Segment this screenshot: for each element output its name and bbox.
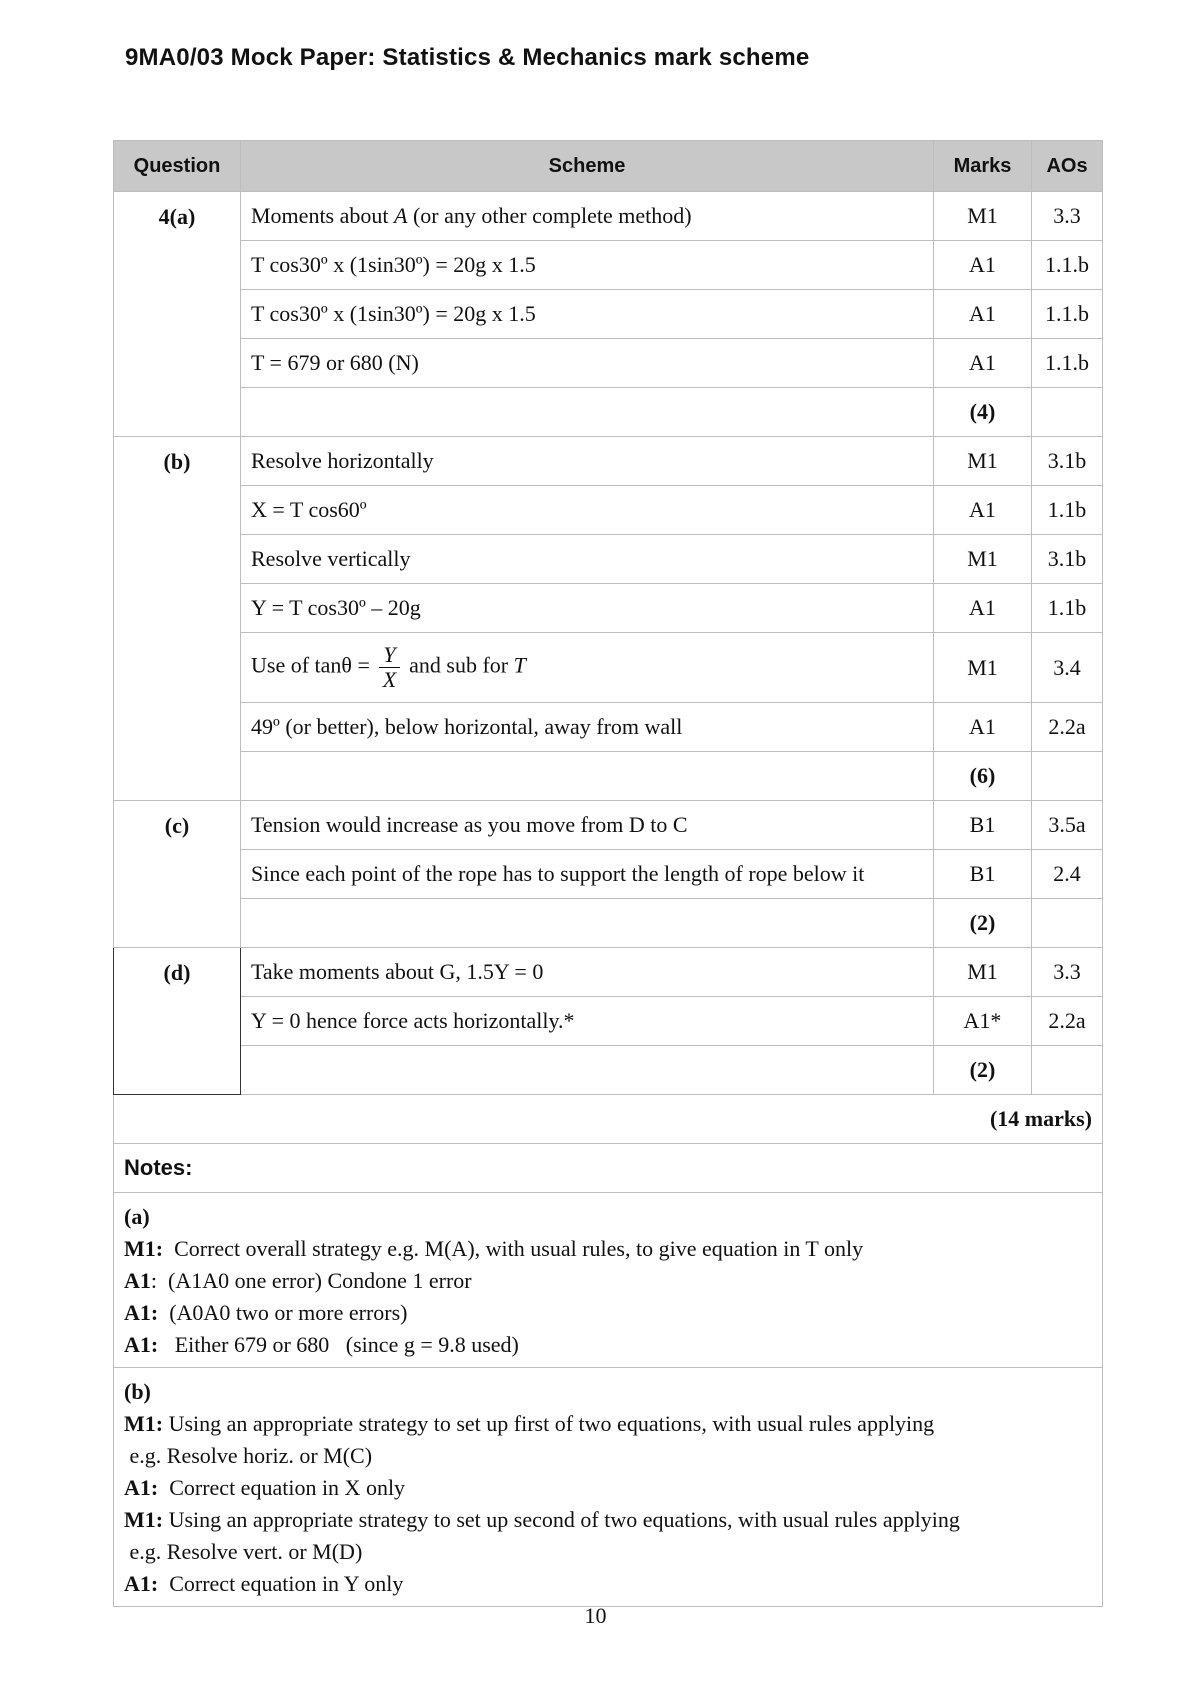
ao-cell: 2.2a <box>1032 997 1103 1046</box>
table-row <box>114 948 1103 997</box>
grand-total: (14 marks) <box>114 1095 1103 1144</box>
notes-heading: Notes: <box>114 1144 1103 1193</box>
question-label-c: (c) <box>114 801 241 948</box>
tan-expression: tanθ = <box>314 652 370 678</box>
scheme-cell-empty <box>241 1046 934 1095</box>
table-row <box>114 752 1103 801</box>
scheme-cell: T cos30º x (1sin30º) = 20g x 1.5 <box>241 290 934 339</box>
note-text: Using an appropriate strategy to set up first of two equations, with usual rules applying <box>163 1411 935 1436</box>
mark-cell: M1 <box>934 633 1032 703</box>
grand-total-row <box>114 1095 1103 1144</box>
note-code: A1 <box>124 1268 151 1293</box>
note-line <box>124 1329 1092 1361</box>
ao-cell-empty <box>1032 752 1103 801</box>
note-text: Either 679 or 680 (since g = 9.8 used) <box>158 1332 519 1357</box>
mark-cell: A1 <box>934 703 1032 752</box>
table-row <box>114 703 1103 752</box>
part-total: (2) <box>934 1046 1032 1095</box>
table-row <box>114 388 1103 437</box>
ao-cell: 2.4 <box>1032 850 1103 899</box>
table-row <box>114 899 1103 948</box>
note-code: A1: <box>124 1332 159 1357</box>
note-line <box>124 1408 1092 1440</box>
scheme-variable: A <box>394 203 408 228</box>
ao-cell: 1.1.b <box>1032 339 1103 388</box>
note-line <box>124 1568 1092 1600</box>
page-number: 10 <box>584 1603 607 1628</box>
table-row <box>114 486 1103 535</box>
ao-cell-empty <box>1032 899 1103 948</box>
scheme-text: Moments about <box>251 203 394 228</box>
scheme-cell: X = T cos60º <box>241 486 934 535</box>
notes-heading-row <box>114 1144 1103 1193</box>
table-row <box>114 633 1103 703</box>
note-text: e.g. Resolve vert. or M(D) <box>124 1539 363 1564</box>
note-text: Correct equation in Y only <box>158 1571 404 1596</box>
scheme-cell: Take moments about G, 1.5Y = 0 <box>241 948 934 997</box>
ao-cell-empty <box>1032 1046 1103 1095</box>
ao-cell: 2.2a <box>1032 703 1103 752</box>
mark-cell: A1 <box>934 486 1032 535</box>
scheme-cell-empty <box>241 388 934 437</box>
table-row <box>114 339 1103 388</box>
scheme-text: Use of <box>251 652 315 678</box>
note-line <box>124 1440 1092 1472</box>
mark-cell: A1 <box>934 290 1032 339</box>
scheme-cell <box>241 633 934 703</box>
scheme-cell <box>241 192 934 241</box>
note-line <box>124 1504 1092 1536</box>
note-code: M1: <box>124 1507 164 1532</box>
notes-a <box>114 1193 1103 1368</box>
header-row <box>114 141 1103 192</box>
question-label-a: 4(a) <box>114 192 241 437</box>
notes-a-row <box>114 1193 1103 1368</box>
mark-cell: A1 <box>934 241 1032 290</box>
ao-cell: 1.1.b <box>1032 290 1103 339</box>
question-label-d: (d) <box>114 948 241 1095</box>
note-line <box>124 1536 1092 1568</box>
question-label-b: (b) <box>114 437 241 801</box>
note-text: (A0A0 two or more errors) <box>158 1300 408 1325</box>
ao-cell: 3.4 <box>1032 633 1103 703</box>
table-row <box>114 535 1103 584</box>
header-marks: Marks <box>934 141 1032 192</box>
mark-cell: M1 <box>934 437 1032 486</box>
table-row <box>114 584 1103 633</box>
notes-b-label: (b) <box>124 1379 151 1404</box>
mark-cell: A1 <box>934 339 1032 388</box>
note-line <box>124 1265 1092 1297</box>
scheme-cell: Y = 0 hence force acts horizontally.* <box>241 997 934 1046</box>
note-text: : (A1A0 one error) Condone 1 error <box>150 1268 472 1293</box>
notes-a-label: (a) <box>124 1204 150 1229</box>
scheme-text: (or any other complete method) <box>407 203 692 228</box>
header-scheme: Scheme <box>241 141 934 192</box>
note-code: M1: <box>124 1411 164 1436</box>
scheme-variable: T <box>513 652 526 678</box>
scheme-cell: Resolve vertically <box>241 535 934 584</box>
mark-cell: M1 <box>934 192 1032 241</box>
ao-cell: 1.1.b <box>1032 241 1103 290</box>
header-question: Question <box>114 141 241 192</box>
mark-cell: B1 <box>934 850 1032 899</box>
note-code: A1: <box>124 1475 159 1500</box>
ao-cell: 3.1b <box>1032 535 1103 584</box>
note-text: Using an appropriate strategy to set up second of two equations, with usual rules applying <box>163 1507 960 1532</box>
ao-cell-empty <box>1032 388 1103 437</box>
table-row <box>114 241 1103 290</box>
table-row <box>114 437 1103 486</box>
scheme-cell-empty <box>241 899 934 948</box>
mark-cell: A1* <box>934 997 1032 1046</box>
note-line <box>124 1297 1092 1329</box>
scheme-cell: Since each point of the rope has to support the length of rope below it <box>241 850 934 899</box>
ao-cell: 1.1b <box>1032 584 1103 633</box>
mark-scheme-table <box>113 140 1103 1607</box>
note-text: e.g. Resolve horiz. or M(C) <box>124 1443 373 1468</box>
ao-cell: 3.3 <box>1032 948 1103 997</box>
fraction-denominator: X <box>382 667 397 692</box>
note-code: A1: <box>124 1571 159 1596</box>
scheme-cell: Tension would increase as you move from D to C <box>241 801 934 850</box>
scheme-text: and sub for <box>409 652 514 678</box>
part-total: (2) <box>934 899 1032 948</box>
table-row <box>114 997 1103 1046</box>
table-row <box>114 290 1103 339</box>
scheme-cell: T = 679 or 680 (N) <box>241 339 934 388</box>
mark-cell: M1 <box>934 948 1032 997</box>
mark-cell: M1 <box>934 535 1032 584</box>
scheme-cell: Y = T cos30º – 20g <box>241 584 934 633</box>
note-code: M1: <box>124 1236 164 1261</box>
scheme-cell: Resolve horizontally <box>241 437 934 486</box>
table-row <box>114 850 1103 899</box>
ao-cell: 3.1b <box>1032 437 1103 486</box>
table-row <box>114 801 1103 850</box>
note-text: Correct equation in X only <box>158 1475 406 1500</box>
header-aos: AOs <box>1032 141 1103 192</box>
scheme-cell-empty <box>241 752 934 801</box>
fraction <box>379 643 399 692</box>
notes-b <box>114 1368 1103 1607</box>
note-text: Correct overall strategy e.g. M(A), with usual rules, to give equation in T only <box>163 1236 864 1261</box>
note-code: A1: <box>124 1300 159 1325</box>
scheme-cell: T cos30º x (1sin30º) = 20g x 1.5 <box>241 241 934 290</box>
ao-cell: 3.3 <box>1032 192 1103 241</box>
table-row <box>114 1046 1103 1095</box>
part-total: (4) <box>934 388 1032 437</box>
ao-cell: 1.1b <box>1032 486 1103 535</box>
notes-b-row <box>114 1368 1103 1607</box>
table-row <box>114 192 1103 241</box>
scheme-cell: 49º (or better), below horizontal, away from wall <box>241 703 934 752</box>
part-total: (6) <box>934 752 1032 801</box>
ao-cell: 3.5a <box>1032 801 1103 850</box>
page-title: 9MA0/03 Mock Paper: Statistics & Mechanics mark scheme <box>125 44 810 71</box>
note-line <box>124 1472 1092 1504</box>
mark-cell: A1 <box>934 584 1032 633</box>
mark-cell: B1 <box>934 801 1032 850</box>
fraction-numerator: Y <box>379 643 399 668</box>
note-line <box>124 1233 1092 1265</box>
